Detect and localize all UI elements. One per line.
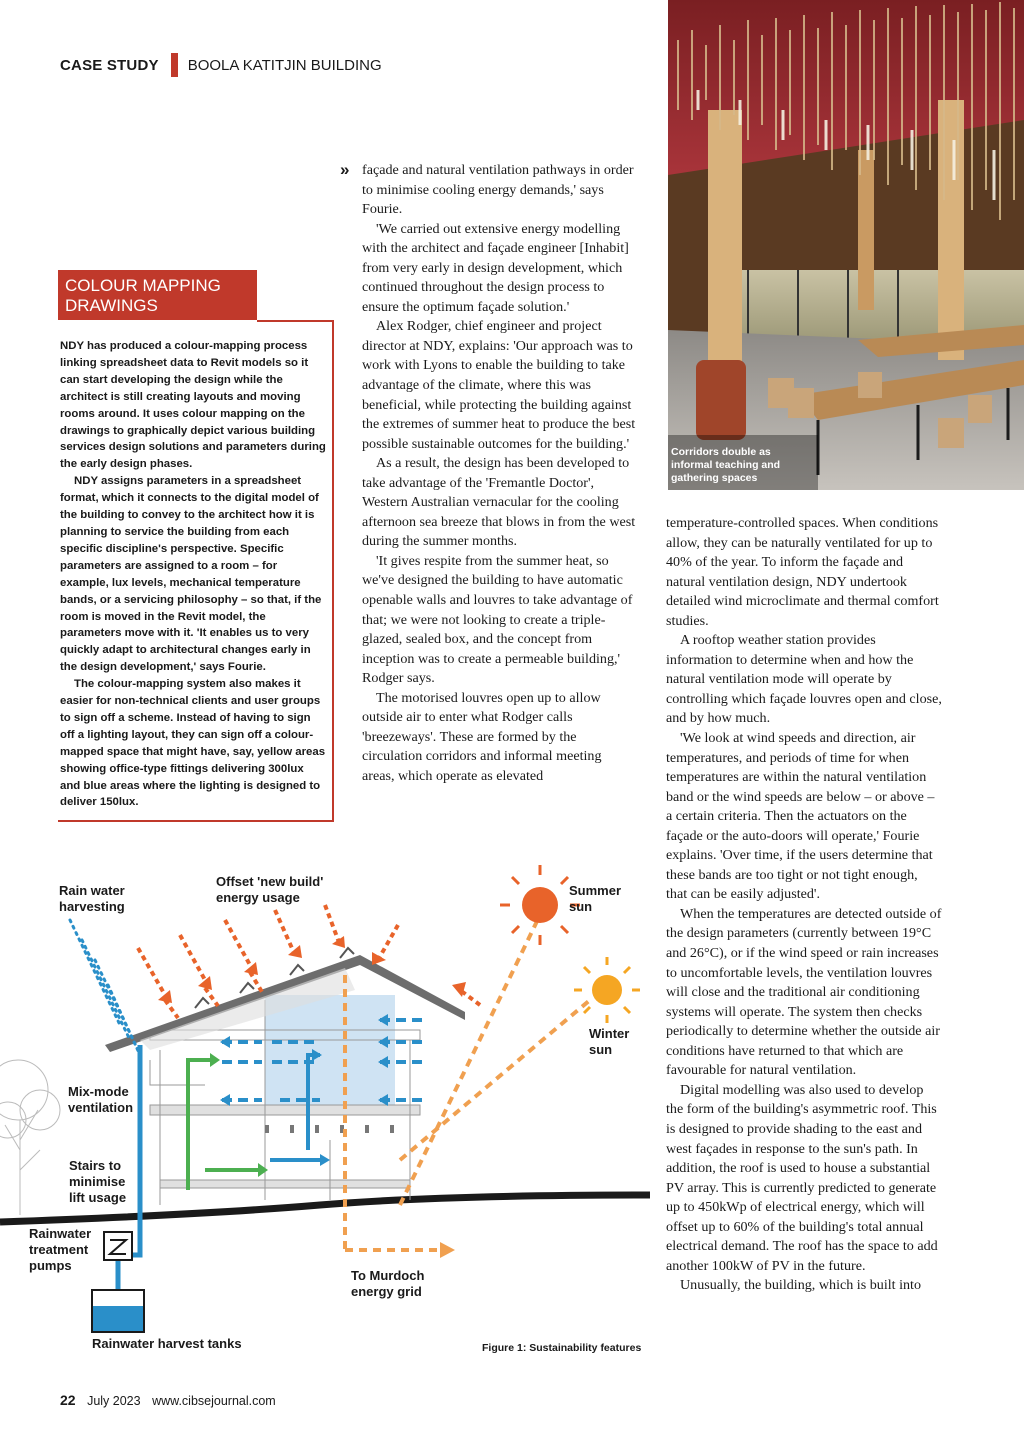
label-mix-mode: Mix-mode ventilation: [68, 1084, 134, 1115]
issue-date: July 2023: [87, 1394, 141, 1408]
label-winter-sun: Winter sun: [589, 1026, 630, 1057]
building-section: [105, 955, 465, 1205]
section-label: CASE STUDY: [60, 56, 159, 74]
sustainability-diagram: [0, 860, 650, 1360]
site-url: www.cibsejournal.com: [152, 1394, 276, 1408]
label-stairs: Stairs to minimise lift usage: [69, 1158, 127, 1205]
sidebar-body: [60, 338, 326, 811]
stairs-arrow: [188, 1060, 260, 1190]
body-paragraph: When the temperatures are detected outside of the design parameters (currently between 19°C and 26°C), or if the wind speed or rain increases to uncomfortable levels, the ventilation louvres will close and the traditional air conditioning systems will operate. The system then checks periodically to determine whether the outside air conditions have returned to that which are favourable for natural ventilation.: [666, 905, 942, 1079]
label-summer-sun: Summer sun: [569, 883, 622, 914]
page-footer: [60, 1392, 276, 1408]
label-tanks: Rainwater harvest tanks: [92, 1336, 242, 1351]
label-pumps: Rainwater treatment pumps: [29, 1226, 92, 1273]
summer-sun-icon: [500, 865, 580, 945]
header-divider: [171, 53, 178, 77]
body-paragraph: As a result, the design has been developed to take advantage of the 'Fremantle Doctor', Western Australian vernacular for the cooling afternoon sea breeze that blows in from the west during the summer months.: [362, 455, 636, 550]
corridor-photo: [668, 0, 1024, 490]
page-number: 22: [60, 1392, 76, 1408]
winter-sun-icon: [574, 957, 640, 1023]
body-paragraph: façade and natural ventilation pathways in order to minimise cooling energy demands,' says Fourie.: [362, 162, 634, 218]
label-offset-energy: Offset 'new build' energy usage: [216, 874, 324, 905]
body-column-1: [362, 161, 636, 787]
label-rain-water-harvesting: Rain water harvesting: [59, 883, 125, 914]
body-column-2: [666, 514, 942, 1296]
body-paragraph: A rooftop weather station provides information to determine when and how the natural ventilation mode will operate by controlling which façade louvres open and close, and by how much.: [666, 632, 942, 727]
tank-icon: [92, 1290, 144, 1332]
body-paragraph: 'It gives respite from the summer heat, so we've designed the building to have automatic openable walls and louvres to take advantage of that; we were not looking to create a triple-glazed, sealed box, and the concept from inception was to create a permeable building,' Rodger says.: [362, 552, 633, 687]
sidebar-paragraph: NDY assigns parameters in a spreadsheet format, which it connects to the digital model of the building to convey to the architect how it is planning to service the building from each specific discipline's perspective. Specific parameters are assigned to a room – for example, lux levels, mechanical temperature bands, or a servicing philosophy – so that, if the room is moved in the Revit model, the parameters move with it. 'It enables us to very quickly adapt to architectural changes early in the design development,' says Fourie.: [60, 475, 322, 674]
article-topic: BOOLA KATITJIN BUILDING: [187, 56, 382, 74]
body-paragraph: Alex Rodger, chief engineer and project director at NDY, explains: 'Our approach was to work with Lyons to enable the building to take advantage of the climate, where this was beneficial, while protecting the building against the extremes of summer heat to produce the best possible sustainable outcomes for the building.': [362, 318, 636, 452]
sidebar-title: COLOUR MAPPING DRAWINGS: [58, 270, 257, 320]
body-paragraph: Unusually, the building, which is built into: [680, 1277, 922, 1294]
sidebar-rule-bottom: [58, 820, 334, 822]
running-header: [60, 52, 382, 78]
photo-caption: Corridors double as informal teaching and gathering spaces: [671, 446, 781, 484]
colour-mapping-sidebar: [58, 270, 334, 822]
sidebar-rule-right: [332, 320, 334, 822]
label-energy-grid: To Murdoch energy grid: [351, 1268, 425, 1299]
body-paragraph: Digital modelling was also used to develop the form of the building's asymmetric roof. This is designed to provide shading to the east and west façades in response to the sun's path. In addition, the roof is used to house a substantial PV array. This is currently predicted to generate up to 450kWp of electrical energy, which will offset up to 60% of the building's total annual electrical demand. The roof has the space to add another 100kW of PV in the future.: [666, 1081, 938, 1274]
sidebar-paragraph: The colour-mapping system also makes it easier for non-technical clients and user groups to sign off a scheme. Instead of having to sign off a lighting layout, they can sign off a colour-mapped space that might have, say, yellow areas showing office-type fittings delivering 300lux and blue areas where the lighting is designed to deliver 150lux.: [60, 678, 326, 809]
rain-lines: [70, 920, 140, 1055]
body-paragraph: 'We carried out extensive energy modelling with the architect and façade engineer [Inhabit] from very early in design development, which continued throughout the design process to ensure the optimum façade solution.': [362, 220, 629, 315]
sidebar-paragraph: NDY has produced a colour-mapping process linking spreadsheet data to Revit models so it can start developing the design while the architect is still creating layouts and moving rooms around. It uses colour mapping on the drawings to graphically depict various building services design solutions and parameters during the early design phases.: [60, 340, 326, 471]
figure-caption: Figure 1: Sustainability features: [482, 1342, 642, 1354]
tree-sketch: [0, 1060, 60, 1215]
body-paragraph: temperature-controlled spaces. When conditions allow, they can be naturally ventilated for up to 40% of the year. To inform the façade and natural ventilation design, NDY undertook detailed wind microclimate and thermal comfort studies.: [666, 515, 939, 629]
body-paragraph: The motorised louvres open up to allow outside air to enter what Rodger calls 'breezeways'. These are formed by the circulation corridors and informal meeting areas, which operate as elevated: [362, 689, 602, 784]
body-paragraph: 'We look at wind speeds and direction, air temperatures, and periods of time for when temperatures are within the natural ventilation band or the wind speeds are below – or above – a certain criteria. Then the actuators on the façade or the auto-doors will operate,' Fourie explains. 'Over time, if the users determine that these bands are too tight or not tight enough, that can be easily adjusted'.: [666, 730, 935, 903]
continuation-marker: »: [340, 160, 350, 179]
sidebar-rule-top: [257, 320, 334, 322]
